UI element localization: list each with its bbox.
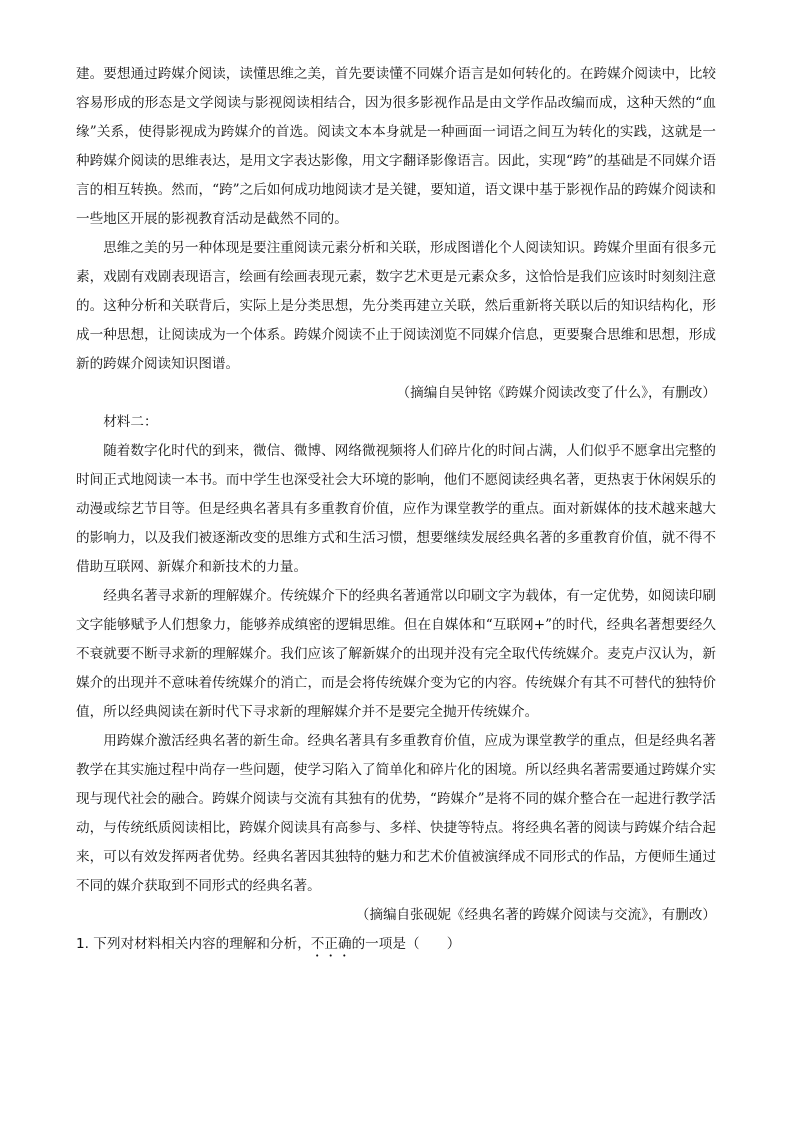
paragraph: 思维之美的另一种体现是要注重阅读元素分析和关联，形成图谱化个人阅读知识。跨媒介里面有很多元素，戏剧有戏剧表现语言，绘画有绘画表现元素，数字艺术更是元素众多，这恰恰是我们应该时时刻刻注意的。这种分析和关联背后，实际上是分类思想，先分类再建立关联，然后重新将关联以后的知识结构化，形成一种思想，让阅读成为一个体系。跨媒介阅读不止于阅读浏览不同媒介信息，更要聚合思维和思想，形成新的跨媒介阅读知识图谱。 [76,240,716,372]
material-heading: 材料二： [103,414,158,430]
source-citation: （摘编自吴钟铭《跨媒介阅读改变了什么》，有删改） [396,385,716,401]
paragraph: 经典名著寻求新的理解媒介。传统媒介下的经典名著通常以印刷文字为载体，有一定优势，如阅读印刷文字能够赋予人们想象力，能够养成缜密的逻辑思维。但在自媒体和“互联网+”的时代，经典名著想要经久不衰就要不断寻求新的理解媒介。我们应该了解新媒介的出现并没有完全取代传统媒介。麦克卢汉认为，新媒介的出现并不意味着传统媒介的消亡，而是会将传统媒介变为它的内容。传统媒介有其不可替代的独特价值，所以经典阅读在新时代下寻求新的理解媒介并不是要完全抛开传统媒介。 [76,588,716,720]
question-prefix: 1. 下列对材料相关内容的理解和分析， [76,936,311,952]
question-emphasis: 不正确 [310,936,352,952]
question-suffix: 的一项是（ ） [351,936,461,952]
question-1 [76,930,716,960]
paragraph: 用跨媒介激活经典名著的新生命。经典名著具有多重教育价值，应成为课堂教学的重点，但是经典名著教学在其实施过程中尚存一些问题，使学习陷入了简单化和碎片化的困境。所以经典名著需要通过跨媒介实现与现代社会的融合。跨媒介阅读与交流有其独有的优势，“跨媒介”是将不同的媒介整合在一起进行教学活动，与传统纸质阅读相比，跨媒介阅读具有高参与、多样、快捷等特点。将经典名著的阅读与跨媒介结合起来，可以有效发挥两者优势。经典名著因其独特的魅力和艺术价值被演绎成不同形式的作品，方便师生通过不同的媒介获取到不同形式的经典名著。 [76,733,716,894]
source-citation: （摘编自张砚妮《经典名著的跨媒介阅读与交流》，有删改） [355,907,716,923]
paragraph: 建。要想通过跨媒介阅读，读懂思维之美，首先要读懂不同媒介语言是如何转化的。在跨媒介阅读中，比较容易形成的形态是文学阅读与影视阅读相结合，因为很多影视作品是由文学作品改编而成，这种天然的“血缘”关系，使得影视成为跨媒介的首选。阅读文本本身就是一种画面一词语之间互为转化的实践，这就是一种跨媒介阅读的思维表达，是用文字表达影像，用文字翻译影像语言。因此，实现“跨”的基础是不同媒介语言的相互转换。然而，“跨”之后如何成功地阅读才是关键，要知道，语文课中基于影视作品的跨媒介阅读和一些地区开展的影视教育活动是截然不同的。 [76,66,716,227]
paragraph: 随着数字化时代的到来，微信、微博、网络微视频将人们碎片化的时间占满，人们似乎不愿拿出完整的时间正式地阅读一本书。而中学生也深受社会大环境的影响，他们不愿阅读经典名著，更热衷于休闲娱乐的动漫或综艺节目等。但是经典名著具有多重教育价值，应作为课堂教学的重点。面对新媒体的技术越来越大的影响力，以及我们被逐渐改变的思维方式和生活习惯，想要继续发展经典名著的多重教育价值，就不得不借助互联网、新媒介和新技术的力量。 [76,443,716,575]
